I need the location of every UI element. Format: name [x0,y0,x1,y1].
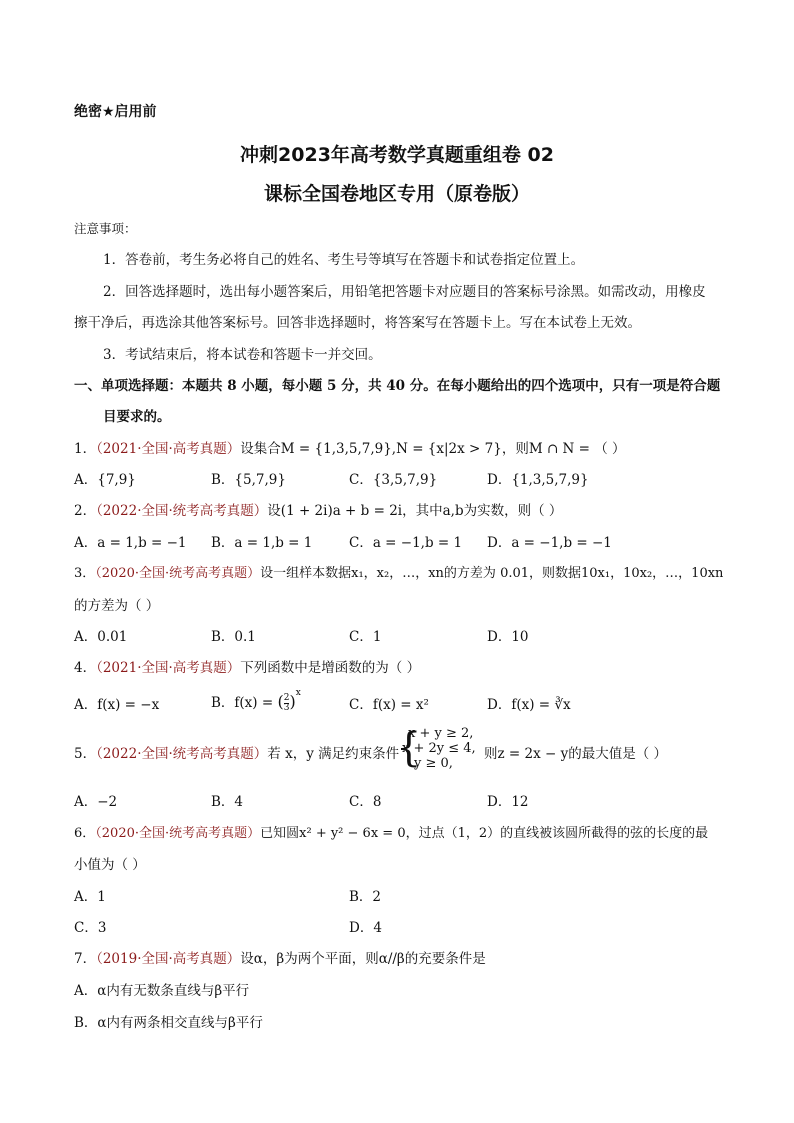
question-source: （2022·全国·统考高考真题） [96,503,268,519]
question-stem: 设一组样本数据x₁，x₂，…，xn的方差为 0.01，则数据10x₁，10x₂，…，10xn [260,566,724,581]
option-d: D．a = −1,b = −1 [487,535,612,551]
exam-title: 冲刺2023年高考数学真题重组卷 02 [240,144,554,166]
section-heading: 一、单项选择题：本题共 8 小题，每小题 5 分，共 40 分。在每小题给出的四个选项中，只有一项是符合题 [74,378,721,394]
exponent: x [295,688,301,698]
question-6 [74,822,708,841]
option-a: A．f(x) = −x [74,697,160,713]
question-number: 1． [74,441,97,457]
constraint: x + 2y ≤ 4, [402,741,476,756]
option-d: D．4 [349,920,382,936]
constraint: x + y ≥ 2, [408,726,474,741]
option-c: C．a = −1,b = 1 [349,535,463,551]
option-c: C．3 [74,920,107,936]
question-number: 7． [74,951,97,967]
option-c: C．{3,5,7,9} [349,472,438,488]
option-d: D．f(x) = ∛x [487,697,571,713]
question-source: （2020·全国·统考高考真题） [95,826,261,841]
option-a: A．a = 1,b = −1 [74,535,187,551]
question-7 [74,947,486,967]
option-a: A．α内有无数条直线与β平行 [74,983,250,999]
question-stem: 设集合M = {1,3,5,7,9},N = {x|2x > 7}，则M ∩ N = （ ） [240,441,626,457]
fraction-denominator: 3 [283,703,290,713]
notice-item: 1．答卷前，考生务必将自己的姓名、考生号等填写在答题卡和试卷指定位置上。 [103,252,585,268]
option-d: D．{1,3,5,7,9} [487,472,589,488]
question-stem: 下列函数中是增函数的为（ ） [240,660,421,676]
fraction-numerator: 2 [283,693,290,703]
option-a: A．{7,9} [74,472,136,488]
option-d: D．10 [487,629,529,645]
question-source: （2022·全国·统考高考真题） [96,746,268,762]
option-b: B．a = 1,b = 1 [211,535,313,551]
question-5 [74,742,399,762]
question-number: 2． [74,503,97,519]
question-source: （2021·全国·高考真题） [96,660,241,676]
option-a: A．−2 [74,794,118,810]
question-stem-cont: 小值为（ ） [74,857,146,873]
question-3 [74,562,723,581]
option-d: D．12 [487,794,529,810]
section-heading-cont: 目要求的。 [103,409,171,425]
option-b: B．{5,7,9} [211,472,286,488]
confidential-label: 绝密★启用前 [74,104,157,120]
question-4 [74,656,420,676]
option-b: B．0.1 [211,629,256,645]
question-stem: 设α，β为两个平面，则α//β的充要条件是 [240,951,486,967]
notice-item: 3．考试结束后，将本试卷和答题卡一并交回。 [103,347,382,363]
option-b-prefix: B．f(x) = [211,695,278,711]
question-stem-cont: 的方差为（ ） [74,598,160,614]
question-number: 6． [74,826,96,841]
question-stem-cont: 则z = 2x − y的最大值是（ ） [484,746,668,762]
question-number: 3． [74,566,96,581]
option-b: B．α内有两条相交直线与β平行 [74,1015,263,1031]
left-brace: { [396,725,422,771]
option-c: C．1 [349,629,382,645]
question-stem: 若 x，y 满足约束条件 [267,746,400,762]
option-c: C．8 [349,794,382,810]
question-1 [74,437,626,457]
notice-heading: 注意事项： [74,221,137,236]
question-source: （2019·全国·高考真题） [96,951,241,967]
option-b: B．2 [349,889,382,905]
question-source: （2021·全国·高考真题） [96,441,241,457]
constraint: y ≥ 0, [414,756,453,771]
question-number: 5． [74,746,97,762]
notice-item: 2．回答选择题时，选出每小题答案后，用铅笔把答题卡对应题目的答案标号涂黑。如需改动，用橡皮 [103,284,706,300]
option-a: A．1 [74,889,106,905]
exam-subtitle: 课标全国卷地区专用（原卷版） [263,183,530,205]
question-stem: 设(1 + 2i)a + b = 2i，其中a,b为实数，则（ ） [267,503,563,519]
question-stem: 已知圆x² + y² − 6x = 0，过点（1，2）的直线被该圆所截得的弦的长度的最 [260,826,709,841]
question-number: 4． [74,660,97,676]
option-b: B．4 [211,794,244,810]
question-2 [74,499,562,519]
option-c: C．f(x) = x² [349,697,429,713]
notice-item: 擦干净后，再选涂其他答案标号。回答非选择题时，将答案写在答题卡上。写在本试卷上无效。 [74,315,641,331]
option-b: B．f(x) = ( $\frac{2}{3}$ )$^x$ [211,688,301,713]
option-a: A．0.01 [74,629,128,645]
question-source: （2020·全国·统考高考真题） [95,566,261,581]
